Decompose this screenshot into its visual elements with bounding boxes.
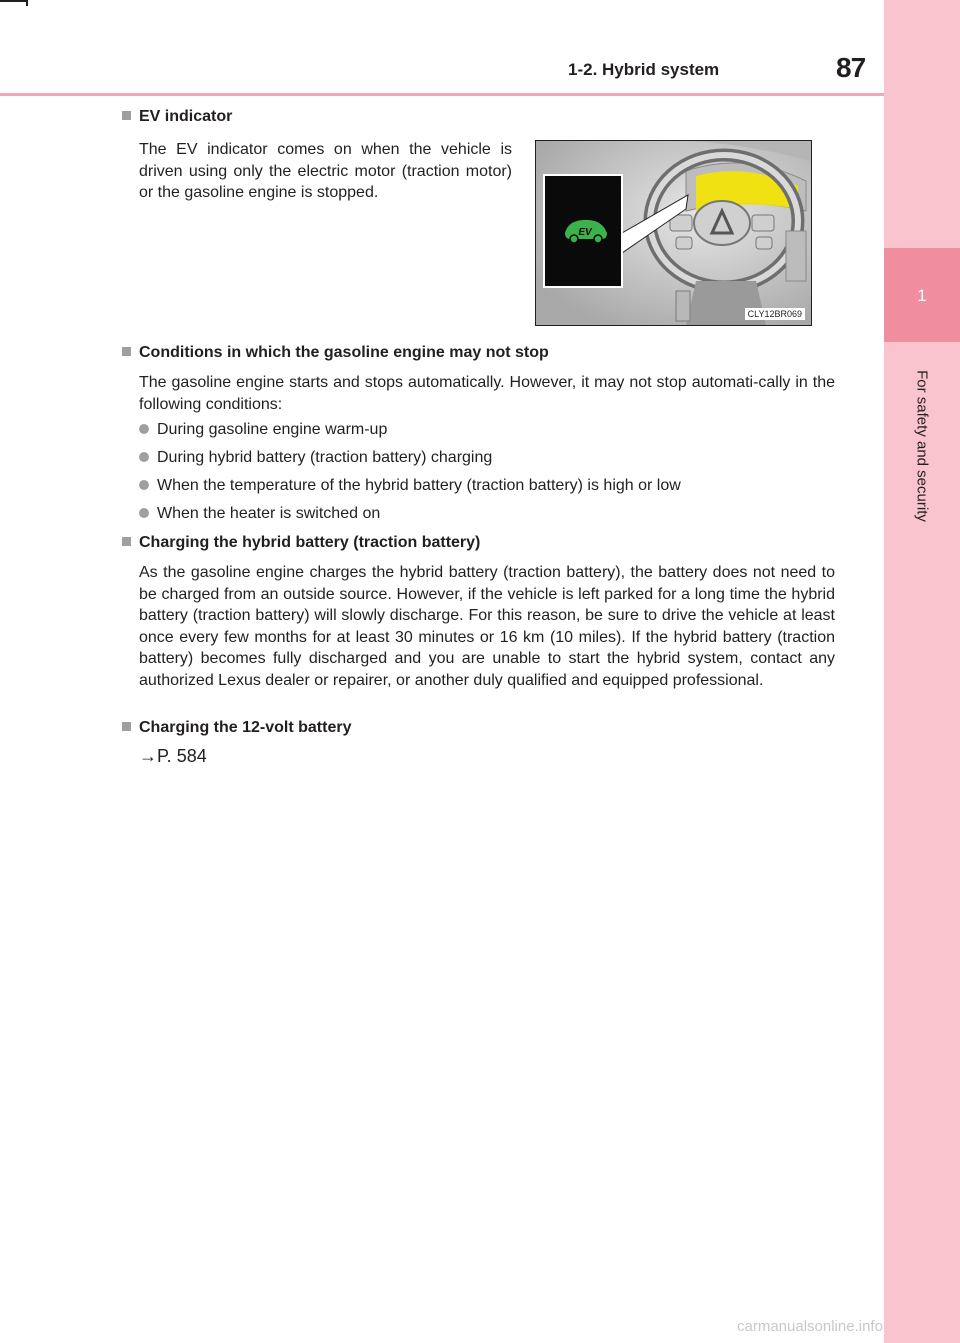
list-item: During hybrid battery (traction battery) charging	[139, 449, 492, 467]
chapter-side-tab	[884, 0, 960, 1343]
square-marker-icon	[122, 722, 131, 731]
header-rule	[0, 93, 884, 96]
dashboard-illustration-icon	[536, 141, 811, 325]
page-reference-link[interactable]: →P. 584	[139, 746, 207, 766]
charging-hybrid-battery-text: As the gasoline engine charges the hybrid battery (traction battery), the battery does not need to be charged from an outside source. However, if the vehicle is left parked for a long time the hybrid battery (traction battery) will slowly discharge. For this reason, be sure to drive the vehicle at least once every few months for at least 30 minutes or 16 km (10 miles). If the hybrid battery (traction battery) becomes fully discharged and you are unable to start the hybrid system, contact any authorized Lexus dealer or repairer, or another duly qualified and equipped professional.	[139, 564, 835, 689]
ev-indicator-figure	[535, 140, 812, 326]
bullet-icon	[139, 424, 149, 434]
ev-indicator-label: EV	[578, 227, 592, 238]
crop-mark	[26, 0, 28, 6]
list-item: When the heater is switched on	[139, 505, 380, 523]
list-item: When the temperature of the hybrid battery (traction battery) is high or low	[139, 477, 681, 495]
chapter-number: 1	[917, 286, 927, 305]
square-marker-icon	[122, 537, 131, 546]
ev-indicator-text: The EV indicator comes on when the vehicle is driven using only the electric motor (traction motor) or the gasoline engine is stopped.	[139, 141, 512, 201]
section-title: 1-2. Hybrid system	[568, 60, 720, 79]
heading-charging-12v-battery: Charging the 12-volt battery	[122, 719, 351, 737]
list-item: During gasoline engine warm-up	[139, 421, 387, 439]
chapter-label: For safety and security	[913, 370, 931, 522]
square-marker-icon	[122, 347, 131, 356]
bullet-icon	[139, 508, 149, 518]
crop-mark	[0, 0, 27, 2]
engine-may-not-stop-text: The gasoline engine starts and stops automatically. However, it may not stop automati-cally in the following conditions:	[139, 374, 835, 413]
heading-charging-hybrid-battery: Charging the hybrid battery (traction battery)	[122, 534, 480, 552]
page-number: 87	[836, 52, 866, 83]
heading-ev-indicator: EV indicator	[122, 108, 232, 126]
watermark: carmanualsonline.info	[737, 1318, 883, 1335]
heading-engine-may-not-stop: Conditions in which the gasoline engine may not stop	[122, 344, 549, 362]
figure-code: CLY12BR069	[745, 308, 805, 320]
bullet-icon	[139, 452, 149, 462]
square-marker-icon	[122, 111, 131, 120]
bullet-icon	[139, 480, 149, 490]
